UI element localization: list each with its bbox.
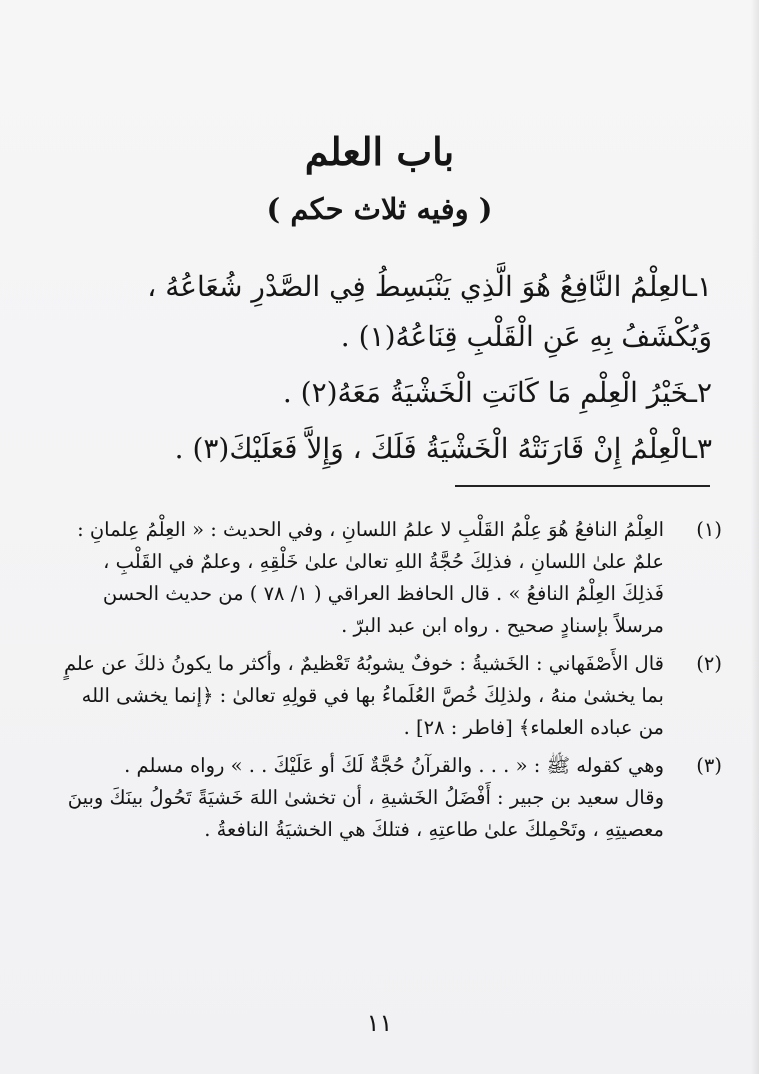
page-number: ١١ bbox=[366, 1009, 393, 1037]
footnote-text: وهي كقوله ﷺ : « . . . والقرآنُ حُجَّةٌ لَكَ أو عَلَيْكَ . . » رواه مسلم . bbox=[124, 754, 664, 777]
footnote-text: وقال سعيد بن جبير : أَفْضَلُ الخَشيةِ ، أن تخشىٰ اللهَ خَشيَةً تَحُولُ بينَكَ وبينَ معصيتِهِ ، وتَحْمِلكَ علىٰ طاعتِهِ ، فتلكَ هي الخشيَةُ النافعةُ . bbox=[67, 786, 664, 841]
footnote-text: العِلْمُ النافعُ هُوَ عِلْمُ القَلْبِ لا علمُ اللسانِ ، وفي الحديث : « العِلْمُ عِلمانِ : علمٌ علىٰ اللسانِ ، فذلِكَ حُجَّةُ اللهِ تعالىٰ علىٰ خَلْقِهِ ، وعلمٌ في القَلْبِ ، فَذلِكَ العِلْمُ النافعُ » . قال الحافظ العراقي ( ١/ ٧٨ ) من حديث الحسن مرسلاً بإسنادٍ صحيح . رواه ابن عبد البرّ . bbox=[77, 518, 664, 637]
maxims-list bbox=[64, 262, 712, 480]
maxim-1 bbox=[64, 262, 712, 362]
footnote-body bbox=[60, 514, 664, 642]
maxim-number: ١ـ bbox=[688, 270, 712, 303]
maxim-text: العِلْمُ النَّافِعُ هُوَ الَّذِي يَنْبَسِطُ فِي الصَّدْرِ شُعَاعُهُ ، وَيُكْشَفُ بِهِ عَنِ الْقَلْبِ قِنَاعُهُ(١) . bbox=[147, 270, 712, 353]
footnote-number: (١) bbox=[696, 518, 722, 541]
footnote-body bbox=[60, 648, 664, 744]
footnote-3 bbox=[60, 750, 722, 846]
footnote-text: قال الأَصْفَهاني : الخَشيةُ : خوفٌ يشوبُهُ تَعْظيمٌ ، وأكثر ما يكونُ ذلكَ عن علمٍ بما يخشىٰ منهُ ، ولذلِكَ خُصَّ العُلَماءُ بها في قولِهِ تعالىٰ : ﴿إنما يخشى الله من عباده العلماء﴾ [فاطر : ٢٨] . bbox=[63, 652, 664, 739]
maxim-number: ٢ـ bbox=[688, 376, 712, 409]
footnote-divider bbox=[455, 485, 710, 487]
maxim-2 bbox=[64, 368, 712, 418]
footnote-number: (٢) bbox=[696, 652, 722, 675]
maxim-text: خَيْرُ الْعِلْمِ مَا كَانَتِ الْخَشْيَةُ مَعَهُ(٢) . bbox=[282, 376, 689, 409]
footnotes bbox=[60, 514, 722, 852]
chapter-title: باب العلم bbox=[304, 129, 455, 174]
footnote-body bbox=[60, 750, 664, 846]
footnote-number: (٣) bbox=[696, 754, 722, 777]
maxim-text: الْعِلْمُ إِنْ قَارَنَتْهُ الْخَشْيَةُ فَلَكَ ، وَإِلاَّ فَعَلَيْكَ(٣) . bbox=[174, 432, 689, 465]
maxim-3 bbox=[64, 424, 712, 474]
maxim-number: ٣ـ bbox=[688, 432, 712, 465]
chapter-subtitle: ( وفيه ثلاث حكم ) bbox=[266, 192, 493, 226]
footnote-1 bbox=[60, 514, 722, 642]
footnote-2 bbox=[60, 648, 722, 744]
